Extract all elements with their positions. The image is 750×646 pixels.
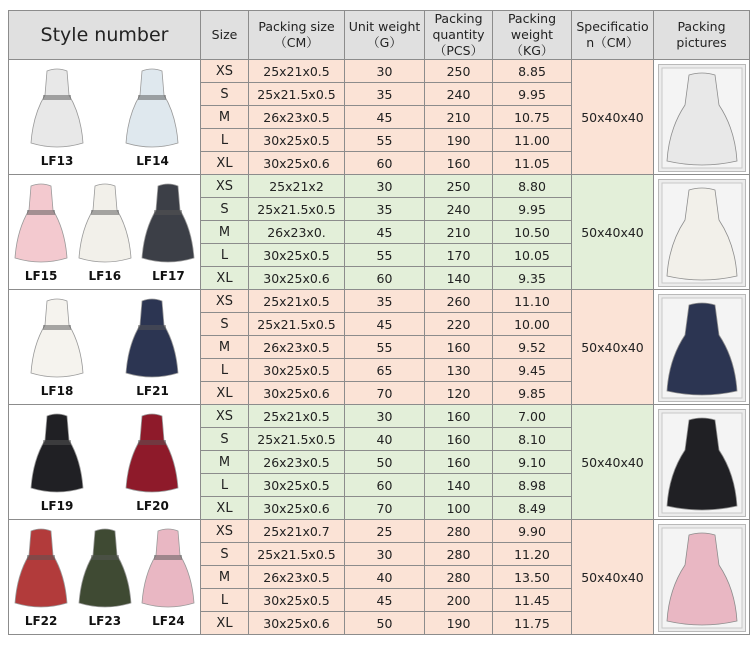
quantity-cell: 280 [425,566,493,589]
style-label: LF13 [40,153,74,168]
table-body [9,60,750,635]
size-cell: M [201,221,249,244]
table-row [9,405,750,428]
quantity-cell: 280 [425,543,493,566]
packing-size-cell: 25x21x0.7 [249,520,345,543]
dress-photo [124,410,180,496]
size-cell: XS [201,290,249,313]
packing-size-cell: 30x25x0.6 [249,382,345,405]
quantity-cell: 120 [425,382,493,405]
unit-weight-cell: 50 [345,451,425,474]
specification-cell: 50x40x40 [572,175,654,290]
packing-weight-cell: 10.05 [493,244,572,267]
packing-weight-cell: 8.85 [493,60,572,83]
packing-picture-cell [654,520,750,635]
style-label: LF15 [24,268,58,283]
table-row [9,60,750,83]
dress-photo [13,525,69,611]
style-label: LF17 [152,268,185,283]
packing-picture-cell [654,290,750,405]
size-cell: S [201,428,249,451]
dress-photo [124,65,180,151]
packing-weight-cell: 9.52 [493,336,572,359]
packing-weight-cell: 13.50 [493,566,572,589]
packing-weight-cell: 8.10 [493,428,572,451]
packing-weight-cell: 11.00 [493,129,572,152]
unit-weight-cell: 30 [345,405,425,428]
unit-weight-cell: 55 [345,129,425,152]
dress-photo [13,180,69,266]
style-label: LF21 [136,383,169,398]
dress-photo [29,410,85,496]
packing-size-cell: 25x21x2 [249,175,345,198]
packing-weight-cell: 9.35 [493,267,572,290]
packing-weight-cell: 8.49 [493,497,572,520]
packing-size-cell: 25x21.5x0.5 [249,428,345,451]
size-cell: XL [201,612,249,635]
size-cell: XS [201,60,249,83]
quantity-cell: 210 [425,221,493,244]
packing-weight-cell: 9.10 [493,451,572,474]
packing-size-cell: 30x25x0.5 [249,474,345,497]
table-row [9,175,750,198]
unit-weight-cell: 30 [345,543,425,566]
dress-photo [77,180,133,266]
packing-size-cell: 26x23x0.5 [249,106,345,129]
packing-size-cell: 30x25x0.5 [249,589,345,612]
quantity-cell: 200 [425,589,493,612]
packing-weight-cell: 9.45 [493,359,572,382]
unit-weight-cell: 45 [345,221,425,244]
header-packing-quantity: Packing quantity （PCS） [425,11,493,60]
style-label: LF14 [136,153,169,168]
unit-weight-cell: 55 [345,244,425,267]
size-cell: L [201,589,249,612]
dress-photo [29,295,85,381]
packing-spec-table [8,10,750,635]
header-size: Size [201,11,249,60]
packing-picture-cell [654,60,750,175]
unit-weight-cell: 45 [345,313,425,336]
packing-weight-cell: 7.00 [493,405,572,428]
style-images-cell [9,405,201,520]
packing-picture-cell [654,175,750,290]
quantity-cell: 160 [425,152,493,175]
packing-photo [658,179,746,287]
size-cell: XL [201,497,249,520]
dress-photo [29,65,85,151]
specification-cell: 50x40x40 [572,290,654,405]
quantity-cell: 170 [425,244,493,267]
unit-weight-cell: 60 [345,152,425,175]
table-row [9,290,750,313]
unit-weight-cell: 60 [345,474,425,497]
quantity-cell: 140 [425,267,493,290]
packing-size-cell: 30x25x0.6 [249,497,345,520]
quantity-cell: 210 [425,106,493,129]
packing-photo [658,294,746,402]
quantity-cell: 190 [425,612,493,635]
packing-weight-cell: 9.95 [493,83,572,106]
size-cell: S [201,83,249,106]
header-row [9,11,750,60]
packing-photo [658,64,746,172]
packing-size-cell: 26x23x0.5 [249,566,345,589]
header-packing-size: Packing size （CM） [249,11,345,60]
packing-weight-cell: 10.50 [493,221,572,244]
packing-size-cell: 30x25x0.6 [249,152,345,175]
unit-weight-cell: 25 [345,520,425,543]
quantity-cell: 140 [425,474,493,497]
packing-picture-cell [654,405,750,520]
size-cell: L [201,129,249,152]
packing-weight-cell: 10.00 [493,313,572,336]
header-packing-pictures: Packing pictures [654,11,750,60]
unit-weight-cell: 35 [345,198,425,221]
style-label: LF19 [40,498,74,513]
packing-weight-cell: 8.80 [493,175,572,198]
packing-size-cell: 25x21.5x0.5 [249,83,345,106]
size-cell: M [201,336,249,359]
packing-size-cell: 26x23x0.5 [249,451,345,474]
packing-weight-cell: 11.75 [493,612,572,635]
specification-cell: 50x40x40 [572,405,654,520]
size-cell: S [201,198,249,221]
packing-size-cell: 25x21x0.5 [249,60,345,83]
packing-weight-cell: 11.10 [493,290,572,313]
unit-weight-cell: 60 [345,267,425,290]
unit-weight-cell: 70 [345,382,425,405]
size-cell: XS [201,405,249,428]
quantity-cell: 240 [425,83,493,106]
quantity-cell: 190 [425,129,493,152]
packing-size-cell: 25x21.5x0.5 [249,198,345,221]
size-cell: S [201,543,249,566]
packing-size-cell: 30x25x0.6 [249,612,345,635]
quantity-cell: 280 [425,520,493,543]
style-label: LF24 [152,613,185,628]
dress-photo [140,180,196,266]
table-row [9,520,750,543]
unit-weight-cell: 30 [345,60,425,83]
packing-weight-cell: 11.20 [493,543,572,566]
unit-weight-cell: 35 [345,83,425,106]
dress-photo [140,525,196,611]
unit-weight-cell: 65 [345,359,425,382]
specification-cell: 50x40x40 [572,60,654,175]
dress-photo [124,295,180,381]
packing-weight-cell: 10.75 [493,106,572,129]
unit-weight-cell: 50 [345,612,425,635]
unit-weight-cell: 70 [345,497,425,520]
style-images-cell [9,60,201,175]
style-label: LF20 [136,498,169,513]
quantity-cell: 220 [425,313,493,336]
packing-size-cell: 30x25x0.5 [249,244,345,267]
packing-size-cell: 25x21.5x0.5 [249,313,345,336]
packing-size-cell: 25x21.5x0.5 [249,543,345,566]
header-unit-weight: Unit weight （G） [345,11,425,60]
unit-weight-cell: 55 [345,336,425,359]
packing-photo [658,409,746,517]
header-specification: Specificatio n（CM） [572,11,654,60]
packing-photo [658,524,746,632]
quantity-cell: 250 [425,60,493,83]
quantity-cell: 160 [425,336,493,359]
packing-size-cell: 26x23x0.5 [249,336,345,359]
packing-weight-cell: 9.90 [493,520,572,543]
quantity-cell: 160 [425,451,493,474]
packing-weight-cell: 11.05 [493,152,572,175]
packing-weight-cell: 11.45 [493,589,572,612]
packing-weight-cell: 8.98 [493,474,572,497]
unit-weight-cell: 45 [345,106,425,129]
quantity-cell: 160 [425,428,493,451]
size-cell: M [201,106,249,129]
quantity-cell: 160 [425,405,493,428]
size-cell: XL [201,382,249,405]
packing-weight-cell: 9.95 [493,198,572,221]
size-cell: L [201,474,249,497]
packing-size-cell: 25x21x0.5 [249,405,345,428]
quantity-cell: 250 [425,175,493,198]
quantity-cell: 100 [425,497,493,520]
size-cell: M [201,566,249,589]
style-label: LF18 [40,383,74,398]
style-label: LF16 [88,268,122,283]
packing-weight-cell: 9.85 [493,382,572,405]
packing-size-cell: 26x23x0. [249,221,345,244]
size-cell: S [201,313,249,336]
specification-cell: 50x40x40 [572,520,654,635]
style-label: LF22 [24,613,58,628]
size-cell: XS [201,520,249,543]
unit-weight-cell: 30 [345,175,425,198]
packing-size-cell: 25x21x0.5 [249,290,345,313]
unit-weight-cell: 40 [345,566,425,589]
header-style-number: Style number [9,11,201,60]
unit-weight-cell: 35 [345,290,425,313]
quantity-cell: 260 [425,290,493,313]
unit-weight-cell: 45 [345,589,425,612]
packing-size-cell: 30x25x0.6 [249,267,345,290]
size-cell: XS [201,175,249,198]
quantity-cell: 130 [425,359,493,382]
size-cell: L [201,359,249,382]
size-cell: XL [201,267,249,290]
style-images-cell [9,290,201,405]
style-label: LF23 [88,613,122,628]
quantity-cell: 240 [425,198,493,221]
packing-size-cell: 30x25x0.5 [249,129,345,152]
size-cell: M [201,451,249,474]
header-packing-weight: Packing weight （KG） [493,11,572,60]
size-cell: XL [201,152,249,175]
style-images-cell [9,520,201,635]
dress-photo [77,525,133,611]
size-cell: L [201,244,249,267]
packing-size-cell: 30x25x0.5 [249,359,345,382]
style-images-cell [9,175,201,290]
unit-weight-cell: 40 [345,428,425,451]
